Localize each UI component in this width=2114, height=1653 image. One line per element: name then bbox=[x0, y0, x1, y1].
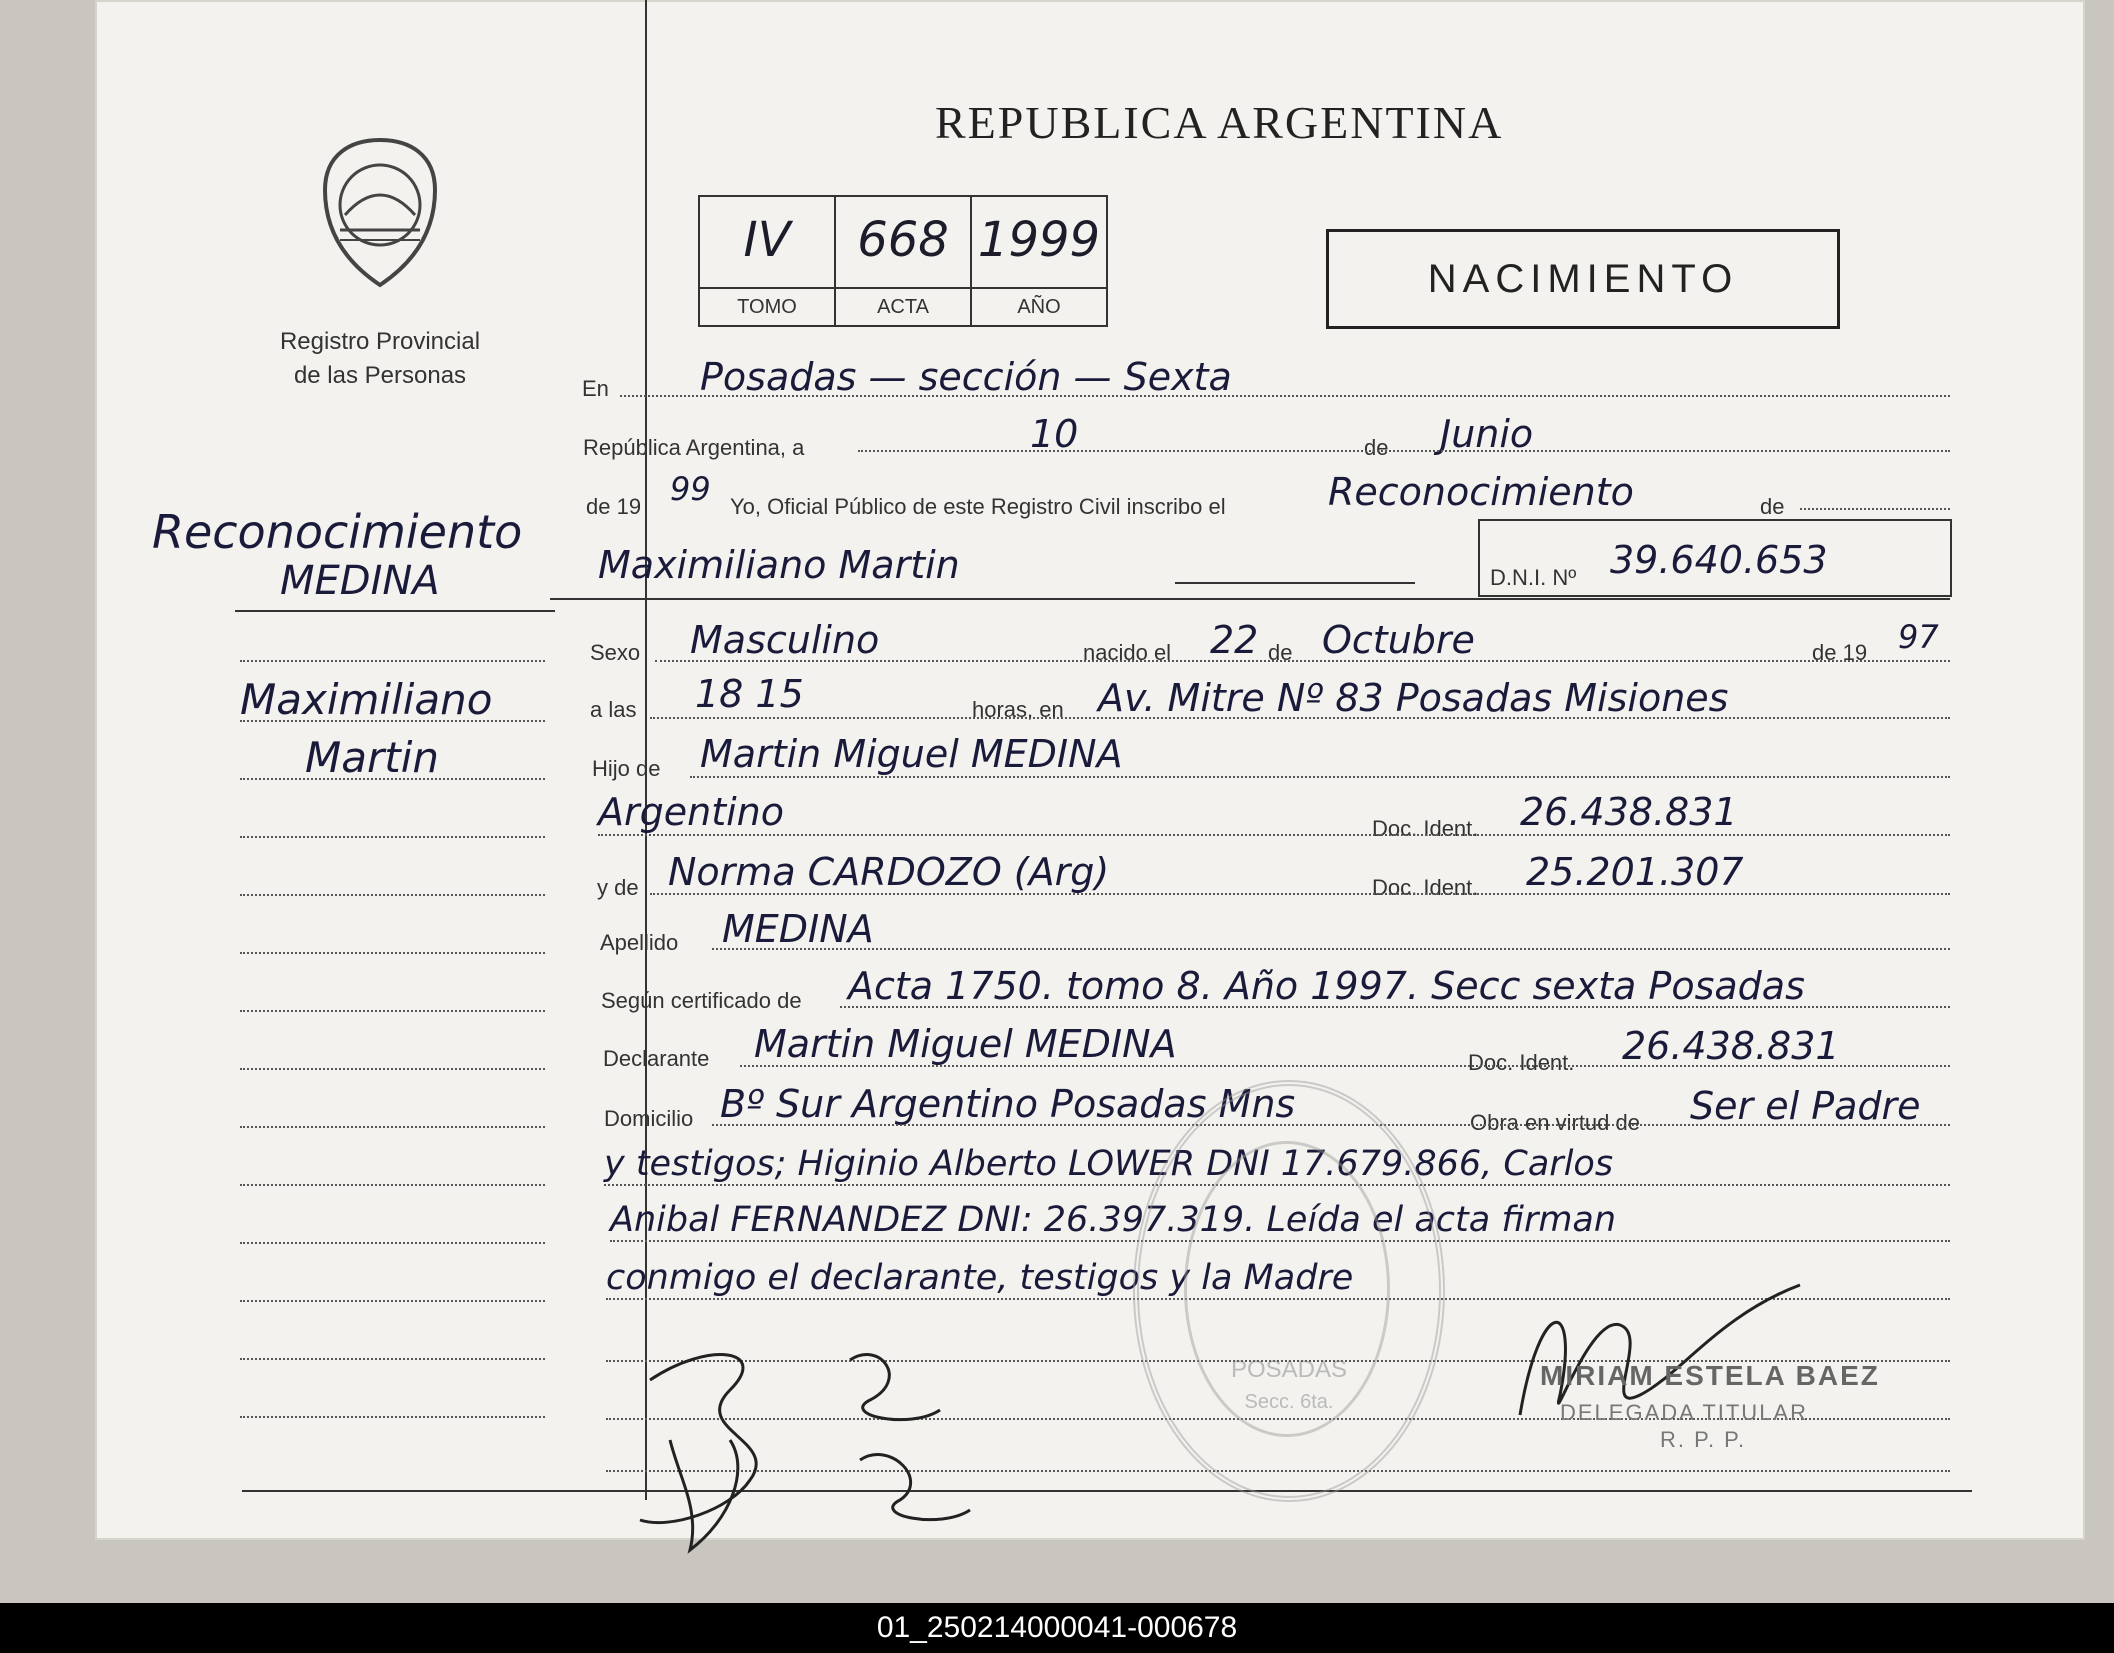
left-line-8 bbox=[240, 1068, 545, 1070]
acta-cell bbox=[836, 197, 972, 325]
document-type-box: NACIMIENTO bbox=[1326, 229, 1840, 329]
registry-line-1: Registro Provincial bbox=[279, 328, 481, 355]
anio-value: 1999 bbox=[977, 212, 1101, 268]
doc-ident-label-1: Doc. Ident. bbox=[1372, 816, 1479, 841]
text-line-2: Anibal FERNANDEZ DNI: 26.397.319. Leída el acta firman bbox=[610, 1200, 1617, 1240]
left-line-3 bbox=[240, 778, 545, 780]
obra-value: Ser el Padre bbox=[1690, 1084, 1921, 1128]
padre-doc: 26.438.831 bbox=[1520, 790, 1738, 834]
left-note-nombre2: Martin bbox=[305, 733, 439, 782]
alas-line bbox=[650, 717, 1950, 719]
de-label-3: de bbox=[1268, 640, 1293, 665]
image-caption: 01_250214000041-000678 bbox=[0, 1603, 2114, 1653]
madre-name: Norma CARDOZO (Arg) bbox=[668, 850, 1110, 894]
en-value: Posadas — sección — Sexta bbox=[700, 355, 1232, 399]
sexo-label: Sexo bbox=[590, 640, 641, 665]
oficial-text: Yo, Oficial Público de este Registro Civil inscribo el bbox=[730, 494, 1226, 519]
de-label-2: de bbox=[1760, 494, 1785, 519]
official-org: R. P. P. bbox=[1660, 1427, 1747, 1452]
left-line-4 bbox=[240, 836, 545, 838]
month-value: Junio bbox=[1440, 412, 1534, 456]
en-label: En bbox=[582, 376, 609, 401]
left-line-14 bbox=[240, 1416, 545, 1418]
sexo-value: Masculino bbox=[690, 618, 880, 662]
left-line-9 bbox=[240, 1126, 545, 1128]
de2-line bbox=[1800, 508, 1950, 510]
left-line-13 bbox=[240, 1358, 545, 1360]
nacido-label: nacido el bbox=[1083, 640, 1172, 665]
apellido-label: Apellido bbox=[600, 930, 679, 955]
official-stamp bbox=[1133, 1080, 1445, 1502]
dni-value: 39.640.653 bbox=[1610, 538, 1828, 582]
doc-ident-label-2: Doc. Ident. bbox=[1372, 875, 1479, 900]
segun-label: Según certificado de bbox=[601, 988, 802, 1013]
tomo-value: IV bbox=[743, 212, 791, 268]
sexo-line bbox=[655, 660, 1950, 662]
left-line-6 bbox=[240, 952, 545, 954]
left-line-1 bbox=[240, 660, 545, 662]
segun-value: Acta 1750. tomo 8. Año 1997. Secc sexta Posadas bbox=[848, 964, 1805, 1008]
text-line-3: conmigo el declarante, testigos y la Madre bbox=[606, 1258, 1354, 1298]
de-label-1: de bbox=[1364, 435, 1389, 460]
domicilio-label: Domicilio bbox=[604, 1106, 694, 1131]
official-role: DELEGADA TITULAR bbox=[1560, 1400, 1808, 1425]
republica-label: República Argentina, a bbox=[583, 435, 805, 460]
argentino-line bbox=[598, 834, 1950, 836]
left-line-12 bbox=[240, 1300, 545, 1302]
left-line-11 bbox=[240, 1242, 545, 1244]
obra-label: Obra en virtud de bbox=[1470, 1110, 1640, 1135]
declarante-line bbox=[740, 1065, 1950, 1067]
signatures-icon bbox=[610, 1320, 1030, 1560]
declarante-name: Martin Miguel MEDINA bbox=[754, 1022, 1177, 1066]
text-line-1: y testigos; Higinio Alberto LOWER DNI 17.679.866, Carlos bbox=[604, 1144, 1614, 1184]
alas-label: a las bbox=[590, 697, 637, 722]
republica-line bbox=[858, 450, 1950, 452]
de19-label: de 19 bbox=[586, 494, 642, 519]
header-divider bbox=[550, 598, 1950, 600]
official-name: MIRIAM ESTELA BAEZ bbox=[1540, 1360, 1880, 1391]
provincial-crest-icon bbox=[310, 135, 450, 295]
left-line-5 bbox=[240, 894, 545, 896]
en-line bbox=[620, 395, 1950, 397]
hijo-label: Hijo de bbox=[592, 756, 661, 781]
nacido-dia: 22 bbox=[1210, 618, 1259, 662]
domicilio-value: Bº Sur Argentino Posadas Mns bbox=[720, 1082, 1296, 1126]
registry-name bbox=[250, 325, 510, 393]
acta-label: ACTA bbox=[836, 287, 970, 325]
yde-line bbox=[650, 893, 1950, 895]
anio-cell bbox=[972, 197, 1106, 325]
tomo-cell bbox=[700, 197, 836, 325]
left-line-2 bbox=[240, 720, 545, 722]
left-line-10 bbox=[240, 1184, 545, 1186]
nacido-mes: Octubre bbox=[1322, 618, 1475, 662]
child-name: Maximiliano Martin bbox=[598, 543, 960, 587]
hijo-line bbox=[690, 776, 1950, 778]
stamp-city: POSADAS bbox=[1230, 1356, 1348, 1383]
left-note-reconocimiento: Reconocimiento bbox=[152, 505, 523, 559]
left-note-apellido: MEDINA bbox=[280, 558, 440, 604]
declarante-doc: 26.438.831 bbox=[1622, 1024, 1840, 1068]
day-value: 10 bbox=[1030, 412, 1079, 456]
de19b-label: de 19 bbox=[1812, 640, 1868, 665]
page-title: REPUBLICA ARGENTINA bbox=[935, 97, 1504, 148]
declarante-label: Declarante bbox=[603, 1046, 710, 1071]
left-line-7 bbox=[240, 1010, 545, 1012]
tomo-label: TOMO bbox=[700, 287, 834, 325]
year-suffix: 99 bbox=[670, 470, 711, 508]
left-divider bbox=[235, 610, 555, 612]
padre-nacionalidad: Argentino bbox=[598, 790, 784, 834]
segun-line bbox=[840, 1006, 1950, 1008]
hora-value: 18 15 bbox=[695, 672, 804, 716]
left-note-nombre1: Maximiliano bbox=[240, 675, 493, 724]
doc-ident-label-3: Doc. Ident. bbox=[1468, 1050, 1575, 1075]
acta-value: 668 bbox=[857, 212, 949, 268]
lugar-value: Av. Mitre Nº 83 Posadas Misiones bbox=[1098, 676, 1729, 720]
apellido-line bbox=[712, 948, 1950, 950]
record-number-boxes bbox=[698, 195, 1108, 327]
anio-label: AÑO bbox=[972, 287, 1106, 325]
dni-label: D.N.I. Nº bbox=[1490, 565, 1577, 590]
registry-line-2: de las Personas bbox=[293, 362, 467, 389]
padre-name: Martin Miguel MEDINA bbox=[700, 732, 1123, 776]
horas-label: horas, en bbox=[972, 697, 1064, 722]
apellido-value: MEDINA bbox=[722, 907, 874, 951]
bottom-border bbox=[242, 1490, 1972, 1492]
inscribo-value: Reconocimiento bbox=[1328, 470, 1634, 514]
madre-doc: 25.201.307 bbox=[1526, 850, 1744, 894]
yde-label: y de bbox=[597, 875, 639, 900]
stamp-section: Secc. 6ta. bbox=[1244, 1391, 1334, 1413]
nacido-anio: 97 bbox=[1898, 618, 1939, 656]
name-line bbox=[1175, 582, 1415, 584]
